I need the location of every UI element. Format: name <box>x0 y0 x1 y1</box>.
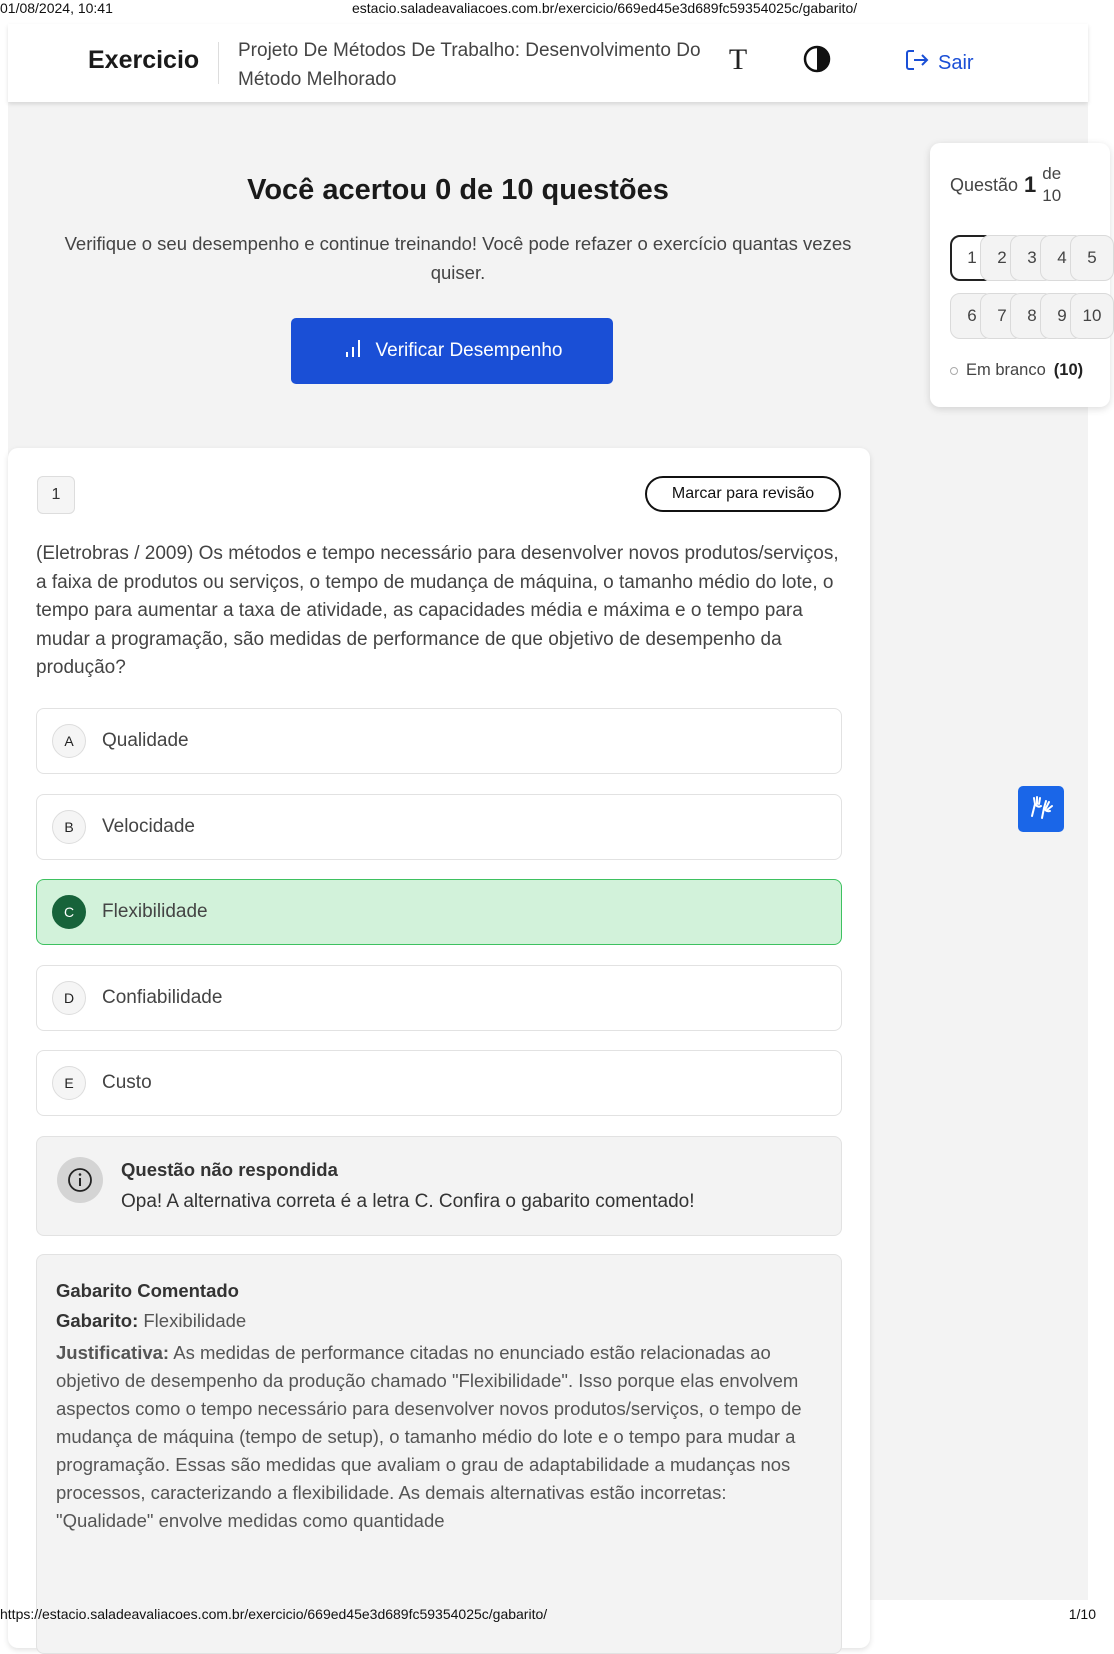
question-number-badge: 1 <box>37 476 75 514</box>
option-letter: D <box>52 981 86 1015</box>
logout-button[interactable] <box>904 48 974 78</box>
option-text: Velocidade <box>102 815 195 837</box>
print-footer <box>0 1604 1096 1624</box>
answer-key-line <box>56 1307 822 1335</box>
brand-title: Exercicio <box>88 46 200 74</box>
question-nav-button[interactable]: 2 <box>980 235 1024 281</box>
mark-for-review-button[interactable]: Marcar para revisão <box>645 476 841 512</box>
answer-key-value: Flexibilidade <box>143 1310 247 1331</box>
answer-options <box>36 708 842 1136</box>
top-header <box>8 24 1088 102</box>
blank-legend-label: Em branco <box>966 361 1046 379</box>
print-header <box>0 0 1096 18</box>
blank-status-dot-icon <box>950 367 958 375</box>
font-size-icon[interactable]: T <box>728 43 748 76</box>
of-label: de <box>1042 164 1062 183</box>
answer-commentary <box>36 1254 842 1654</box>
justification-text: As medidas de performance citadas no enunciado estão relacionadas ao objetivo de desempenho da produção chamado "Flexibilidade". Isso porque elas envolvem aspectos como o tempo necessário para desenvolver novos produtos/serviços, o tempo de mudança de máquina (tempo de setup), o tamanho médio do lote e o tempo para mudar a programação. Essas são medidas que avaliam o grau de adaptabilidade a mudanças nos processos, caracterizando a flexibilidade. As demais alternativas estão incorretas: "Qualidade" envolve medidas como quantidade <box>56 1342 802 1531</box>
print-datetime: 01/08/2024, 10:41 <box>0 0 113 16</box>
answer-key-label: Gabarito: <box>56 1310 139 1331</box>
blank-legend-count: (10) <box>1053 361 1084 379</box>
print-footer-url: https://estacio.saladeavaliacoes.com.br/exercicio/669ed45e3d689fc59354025c/gabarito/ <box>0 1606 548 1622</box>
question-nav-button[interactable]: 7 <box>980 293 1024 339</box>
result-heading: Você acertou 0 de 10 questões <box>247 174 669 206</box>
justification <box>56 1339 822 1535</box>
current-question-number: 1 <box>1024 172 1037 197</box>
question-nav-button[interactable]: 6 <box>950 293 994 339</box>
print-page-number: 1/10 <box>1068 1606 1096 1622</box>
question-nav-button[interactable]: 1 <box>950 235 994 281</box>
option-text: Confiabilidade <box>102 986 223 1008</box>
option-letter: C <box>52 895 86 929</box>
total-questions: 10 <box>1042 186 1062 205</box>
option-letter: E <box>52 1066 86 1100</box>
header-divider <box>218 42 219 84</box>
question-navigator <box>930 143 1110 407</box>
option-a[interactable] <box>36 708 842 774</box>
result-summary <box>8 174 908 287</box>
answer-feedback <box>36 1136 842 1236</box>
question-nav-button[interactable]: 9 <box>1040 293 1084 339</box>
commentary-title: Gabarito Comentado <box>56 1280 239 1301</box>
current-question-indicator <box>950 163 1061 207</box>
option-b[interactable] <box>36 794 842 860</box>
option-text: Qualidade <box>102 730 189 751</box>
blank-legend <box>950 361 1083 380</box>
option-text: Flexibilidade <box>102 901 208 922</box>
print-url: estacio.saladeavaliacoes.com.br/exercicio/669ed45e3d689fc59354025c/gabarito/ <box>352 0 858 16</box>
option-d[interactable] <box>36 965 842 1031</box>
question-number-row <box>950 235 1100 281</box>
contrast-icon[interactable] <box>802 44 832 74</box>
question-nav-button[interactable]: 8 <box>1010 293 1054 339</box>
verify-performance-label: Verificar Desempenho <box>375 340 563 361</box>
option-letter: A <box>52 724 86 758</box>
sign-language-hands-icon <box>1026 792 1056 827</box>
feedback-message: Opa! A alternativa correta é a letra C. Confira o gabarito comentado! <box>121 1191 695 1212</box>
option-text: Custo <box>102 1072 152 1093</box>
bar-chart-icon <box>342 337 364 365</box>
info-icon <box>57 1157 103 1203</box>
verify-performance-button[interactable] <box>291 318 613 384</box>
feedback-title: Questão não respondida <box>121 1159 338 1180</box>
option-letter: B <box>52 810 86 844</box>
question-nav-button[interactable]: 5 <box>1070 235 1114 281</box>
sign-language-button[interactable] <box>1018 786 1064 832</box>
question-label: Questão <box>950 174 1019 195</box>
result-message: Verifique o seu desempenho e continue treinando! Você pode refazer o exercício quantas vezes quiser. <box>64 233 852 283</box>
question-nav-button[interactable]: 3 <box>1010 235 1054 281</box>
question-text: (Eletrobras / 2009) Os métodos e tempo necessário para desenvolver novos produtos/serviços, a faixa de produtos ou serviços, o tempo de mudança de máquina, o tamanho médio do lote, o tempo para aumentar a taxa de atividade, as capacidades média e máxima e o tempo para mudar a programação, são medidas de performance de que objetivo de desempenho da produção? <box>36 543 839 678</box>
exercise-title: Projeto De Métodos De Trabalho: Desenvolvimento Do Método Melhorado <box>238 40 701 90</box>
option-e[interactable] <box>36 1050 842 1116</box>
question-nav-button[interactable]: 10 <box>1070 293 1114 339</box>
option-c-correct[interactable] <box>36 879 842 945</box>
question-number-row <box>950 293 1100 339</box>
logout-label: Sair <box>938 51 974 74</box>
logout-icon <box>904 47 930 79</box>
question-card <box>8 448 870 1648</box>
justification-label: Justificativa: <box>56 1342 170 1363</box>
question-nav-button[interactable]: 4 <box>1040 235 1084 281</box>
page-viewport <box>8 24 1102 1600</box>
